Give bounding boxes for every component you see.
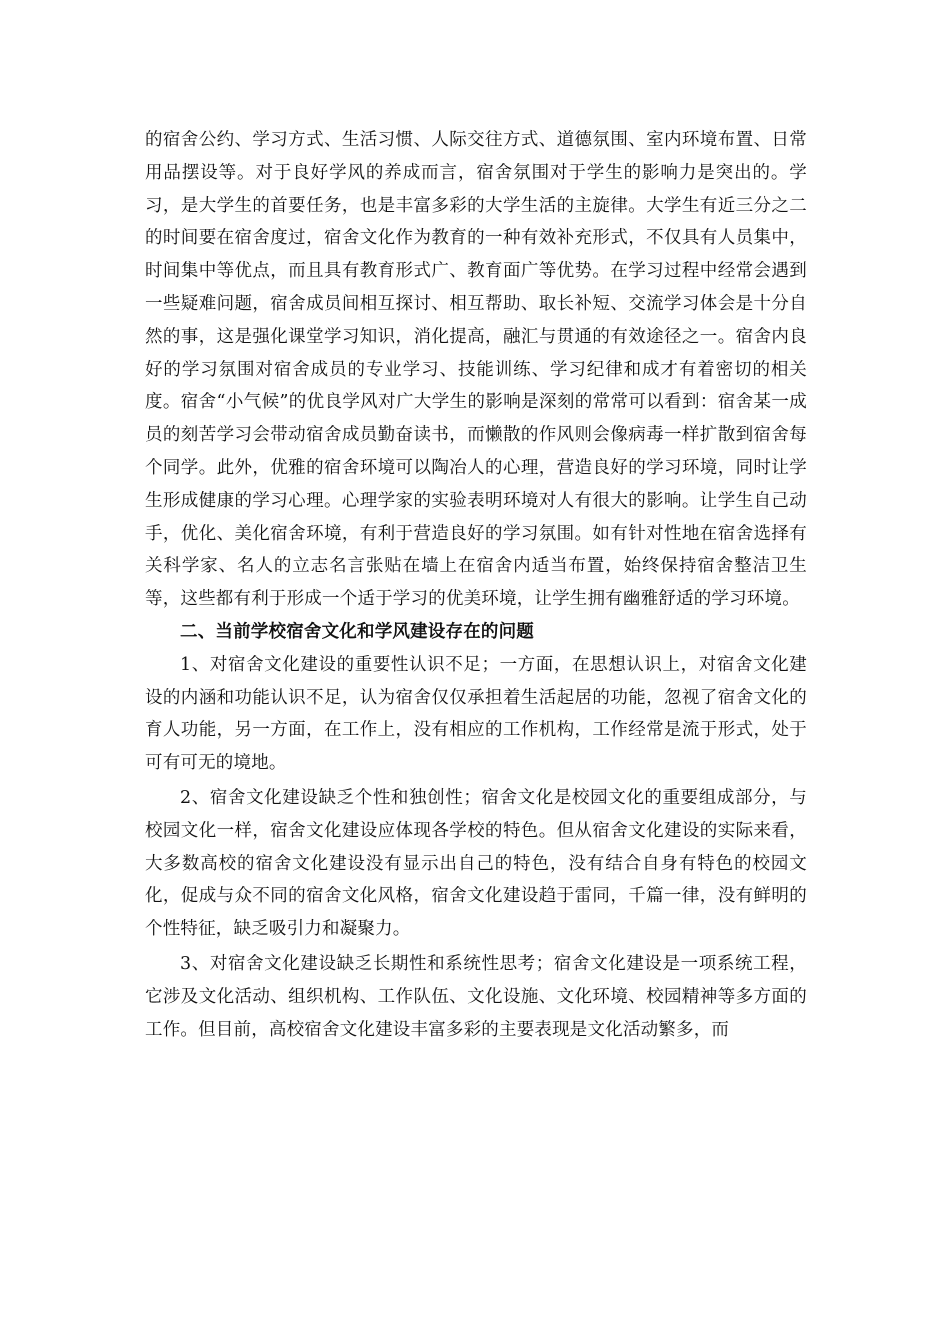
paragraph-item-2: 2、宿舍文化建设缺乏个性和独创性；宿舍文化是校园文化的重要组成部分，与校园文化一样，宿舍文化建设应体现各学校的特色。但从宿舍文化建设的实际来看，大多数高校的宿舍文化建设没有显示出自己的特色，没有结合自身有特色的校园文化，促成与众不同的宿舍文化风格，宿舍文化建设趋于雷同，千篇一律，没有鲜明的个性特征，缺乏吸引力和凝聚力。 bbox=[145, 787, 807, 940]
section-heading: 二、当前学校宿舍文化和学风建设存在的问题 bbox=[180, 621, 534, 642]
paragraph-item-1: 1、对宿舍文化建设的重要性认识不足；一方面，在思想认识上，对宿舍文化建设的内涵和功能认识不足，认为宿舍仅仅承担着生活起居的功能，忽视了宿舍文化的育人功能，另一方面，在工作上，没有相应的工作机构，工作经常是流于形式，处于可有可无的境地。 bbox=[145, 654, 807, 774]
paragraph-continued: 的宿舍公约、学习方式、生活习惯、人际交往方式、道德氛围、室内环境布置、日常用品摆设等。对于良好学风的养成而言，宿舍氛围对于学生的影响力是突出的。学习，是大学生的首要任务，也是丰富多彩的大学生活的主旋律。大学生有近三分之二的时间要在宿舍度过，宿舍文化作为教育的一种有效补充形式，不仅具有人员集中，时间集中等优点，而且具有教育形式广、教育面广等优势。在学习过程中经常会遇到一些疑难问题，宿舍成员间相互探讨、相互帮助、取长补短、交流学习体会是十分自然的事，这是强化课堂学习知识，消化提高，融汇与贯通的有效途径之一。宿舍内良好的学习氛围对宿舍成员的专业学习、技能训练、学习纪律和成才有着密切的相关度。宿舍“小气候”的优良学风对广大学生的影响是深刻的常常可以看到：宿舍某一成员的刻苦学习会带动宿舍成员勤奋读书，而懒散的作风则会像病毒一样扩散到宿舍每个同学。此外，优雅的宿舍环境可以陶冶人的心理，营造良好的学习环境，同时让学生形成健康的学习心理。心理学家的实验表明环境对人有很大的影响。让学生自己动手，优化、美化宿舍环境，有利于营造良好的学习氛围。如有针对性地在宿舍选择有关科学家、名人的立志名言张贴在墙上在宿舍内适当布置，始终保持宿舍整洁卫生等，这些都有利于形成一个适于学习的优美环境，让学生拥有幽雅舒适的学习环境。 bbox=[145, 130, 807, 610]
document-body bbox=[145, 124, 807, 1046]
paragraph-item-3: 3、对宿舍文化建设缺乏长期性和系统性思考；宿舍文化建设是一项系统工程，它涉及文化活动、组织机构、工作队伍、文化设施、文化环境、校园精神等多方面的工作。但目前，高校宿舍文化建设丰富多彩的主要表现是文化活动繁多，而 bbox=[145, 953, 807, 1040]
